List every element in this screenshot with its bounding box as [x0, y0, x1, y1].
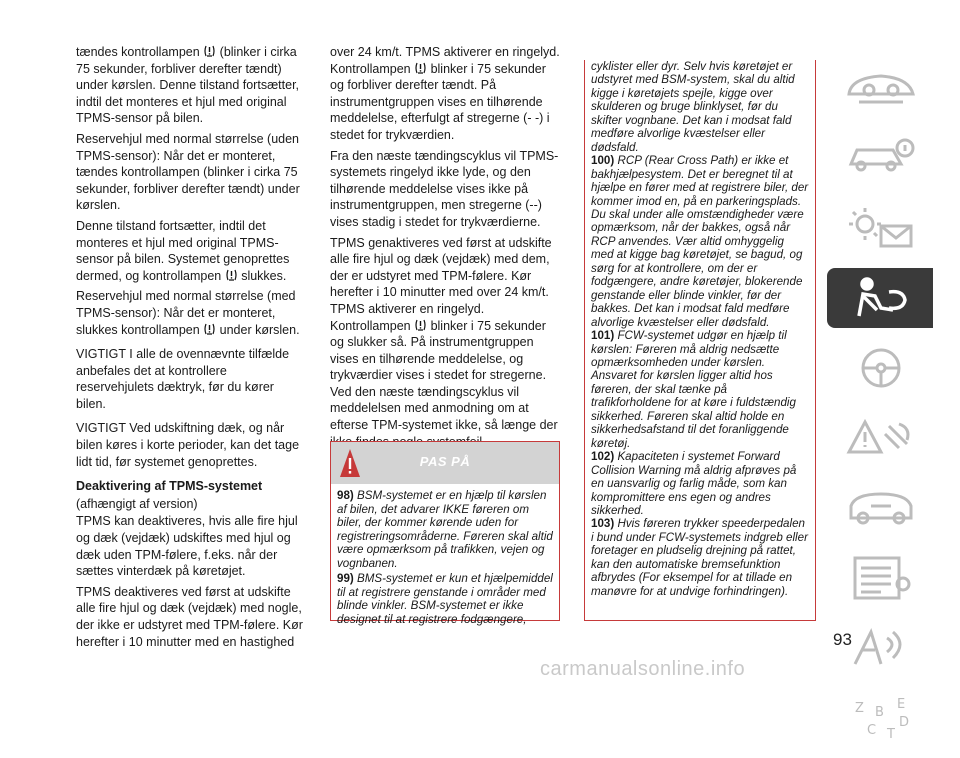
item-text: FCW-systemet udgør en hjælp til kørslen: Føreren må aldrig nedsætte opmærksomheden under kørslen. Ansvaret for kørslen ligger altid hos føreren, der skal tænke på trafikforholdene for at køre i fuldstændig sikkerhed. Føreren skal altid holde en sikkerhedsafstand til det foranliggende køretøj. — [591, 329, 796, 450]
text: slukkes. — [241, 268, 287, 283]
tab-car-info[interactable] — [827, 128, 933, 188]
paragraph — [76, 218, 306, 284]
item-text: Kapaciteten i systemet Forward Collision Warning må aldrig afprøves på en uansvarlig og farlig måde, som kan kompromittere ens egen og andres sikkerhed. — [591, 450, 797, 517]
svg-text:T: T — [887, 727, 895, 742]
text: blinker i 75 sekunder og forbliver derefter tændt. På instrumentgruppen vises en tilhørende meddelelse, efterfulgt af stregerne (- -) i stedet for trykværdien. — [330, 61, 550, 142]
item-number: 98) — [337, 489, 354, 502]
warning-body — [331, 484, 559, 626]
safety-airbag-icon — [841, 274, 919, 322]
paragraph — [76, 288, 306, 338]
multimedia-icon — [841, 624, 919, 672]
text: Reservehjul med normal størrelse (med TPMS-sensor): Når det er monteret, slukkes kontrollampen — [76, 289, 296, 337]
paragraph — [330, 44, 562, 144]
paragraph: Fra den næste tændingscyklus vil TPMS-systemets ringelyd ikke lyde, og den tilhørende meddelelse vises ikke på instrumentgruppen, men stregerne (--) vises stadig i stedet for trykværdierne. — [330, 148, 559, 229]
svg-text:Z: Z — [855, 701, 864, 716]
warning-body — [585, 60, 815, 598]
paragraph — [76, 44, 306, 127]
item-text: RCP (Rear Cross Path) er ikke et bakhjælpesystem. Det er beregnet til at hjælpe en fører med at registrere biler, der kommer imod en, på en parkeringsplads. Du skal under alle omstændigheder være opmærksom, når der bakkes, også når RCP anvendes. Vær altid omhyggelig med at kigge bag køretøjet, se bagud, og sørg for at kontrollere, om der er fodgængere, andre køretøjer, blokerende genstande eller blinde vinkler, før der bakkes. Det kan i modsat fald medføre alvorlige kvæstelser eller dødsfald. — [591, 154, 809, 329]
paragraph: (afhængigt af version) — [76, 496, 198, 511]
item-text: Hvis føreren trykker speederpedalen i bund under FCW-systemets indgreb eller foretager en pludselig drejning på rattet, kan den automatiske bremsefunktion afbrydes (For eksempel for at tillade en manøvre for at undvige forhindringen). — [591, 517, 808, 598]
warning-item — [591, 329, 809, 450]
warning-item — [337, 572, 553, 626]
text: blinker i 75 sekunder og slukker så. På instrumentgruppen vises en tilhørende meddelelse, og trykværdier vises i stedet for stregerne. Ved den næste tændingscyklus vil meddelelsen med anmodning om at efterse TPM-systemet ikke, så længe der — [330, 318, 558, 433]
tpms-warning-lamp-icon — [204, 44, 215, 58]
warning-box-continued — [584, 60, 816, 621]
item-number: 99) — [337, 572, 354, 585]
paragraph: Reservehjul med normal størrelse (uden TPMS-sensor): Når det er monteret, tændes kontrollampen (blinker i cirka 75 sekunder, forbliver derefter tændt) under kørslen. — [76, 131, 300, 213]
tab-dashboard[interactable] — [827, 58, 933, 118]
tab-lights-messages[interactable] — [827, 198, 933, 258]
page-number: 93 — [833, 630, 852, 649]
svg-text:E: E — [897, 697, 906, 712]
text-column-1 — [76, 44, 306, 654]
tab-emergency[interactable] — [827, 408, 933, 468]
paragraph: VIGTIGT Ved udskiftning dæk, og når bilen køres i korte perioder, kan det tage lidt tid, før systemet genoprettes. — [76, 421, 300, 469]
item-number: 100) — [591, 154, 615, 168]
tpms-warning-lamp-icon — [226, 268, 237, 282]
item-number: 101) — [591, 329, 615, 343]
tpms-warning-lamp-icon — [415, 318, 426, 332]
warning-item — [337, 489, 553, 570]
tab-safety[interactable] — [827, 268, 933, 328]
section-heading: Deaktivering af TPMS-systemet — [76, 479, 263, 494]
text: under kørslen. — [219, 322, 300, 337]
paragraph — [330, 235, 562, 451]
paragraph: TPMS kan deaktiveres, hvis alle fire hjul og dæk (vejdæk) udskiftes med hjul og dæk uden TPM-følere, f.eks. når der sættes vinterdæk på køretøjet. — [76, 514, 298, 579]
warning-item: cyklister eller dyr. Selv hvis køretøjet er udstyret med BSM-system, skal du altid kigge i køretøjets spejle, kigge over skulderen og bruge blinklyset, før du skifter vognbane. Det kan i modsat fald medføre alvorlige kvæstelser eller dødsfald. — [591, 60, 795, 154]
data-list-icon — [841, 554, 919, 602]
breakdown-triangle-icon — [841, 414, 919, 462]
tpms-warning-lamp-icon — [204, 322, 215, 336]
warning-item — [591, 517, 809, 598]
chapter-tabs — [827, 58, 933, 758]
text: Denne tilstand fortsætter, indtil det monteres et hjul med original TPMS-sensor på bilen. Systemet genoprettes dermed, og kontrollampen — [76, 218, 290, 283]
warning-item — [591, 450, 809, 517]
warning-header — [331, 442, 559, 484]
lights-message-icon — [841, 204, 919, 252]
svg-text:C: C — [867, 723, 877, 738]
tab-technical-data[interactable] — [827, 548, 933, 608]
text: over 24 km/t. TPMS aktiverer en ringelyd. Kontrollampen — [330, 45, 560, 76]
car-dashboard-icon — [841, 64, 919, 112]
svg-text:B: B — [875, 705, 884, 720]
text: TPMS genaktiveres ved først at udskifte alle fire hjul og dæk (vejdæk) med dem, der er udstyret med TPM-følere. Kør herefter i 10 minutter med over 24 km/t. TPMS aktiverer en ringelyd. Kontrollampen — [330, 235, 552, 333]
tpms-warning-lamp-icon — [415, 61, 426, 75]
svg-text:D: D — [899, 715, 910, 730]
text: (blinker i cirka 75 sekunder, forbliver derefter tændt) under kørslen. Denne tilstand fortsætter, indtil det monteres et hjul med original TPMS-sensor på bilen. — [76, 45, 300, 126]
warning-item — [591, 154, 809, 329]
warning-title: PAS PÅ — [419, 454, 471, 469]
tab-index[interactable] — [827, 688, 933, 748]
paragraph: VIGTIGT I alle de ovennævnte tilfælde anbefales det at kontrollere reservehjulets dæktryk, før du kører bilen. — [76, 347, 290, 411]
tab-service[interactable] — [827, 478, 933, 538]
index-alphabet-icon — [841, 694, 919, 742]
item-number: 103) — [591, 517, 615, 531]
steering-wheel-icon — [841, 344, 919, 392]
text-column-2 — [330, 44, 562, 454]
paragraph: TPMS deaktiveres ved først at udskifte alle fire hjul og dæk (vejdæk) med nogle, der ikke er udstyret med TPM-følere. Kør herefter i 10 minutter med en hastighed — [76, 584, 303, 649]
warning-box — [330, 441, 560, 626]
item-text: BSM-systemet er en hjælp til kørslen af bilen, det advarer IKKE føreren om biler, der kommer kørende uden for registreringsområderne. Føreren skal altid være opmærksom på trafikken, vejen og vognbanen. — [337, 489, 553, 570]
tab-start-drive[interactable] — [827, 338, 933, 398]
item-text: BMS-systemet er kun et hjælpemiddel til at registrere genstande i områder med blinde vinkler. BSM-systemet er ikke designet til at registrere fodgængere, — [337, 572, 553, 626]
car-service-icon — [841, 484, 919, 532]
watermark-footer: carmanualsonline.info — [540, 658, 746, 680]
text: tændes kontrollampen — [76, 45, 200, 59]
item-number: 102) — [591, 450, 615, 464]
car-info-icon — [841, 134, 919, 182]
